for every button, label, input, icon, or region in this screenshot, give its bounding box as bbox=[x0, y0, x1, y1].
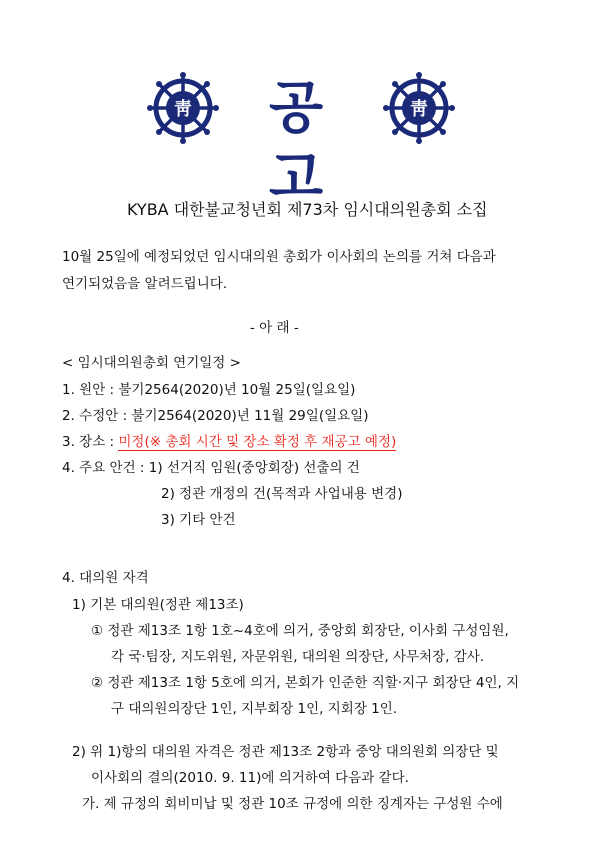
venue-notice-highlight: 미정(※ 총회 시간 및 장소 확정 후 재공고 예정) bbox=[118, 434, 397, 450]
emblem-character: 靑 bbox=[174, 99, 192, 120]
agenda-item: 2) 정관 개정의 건(목적과 사업내용 변경) bbox=[161, 486, 403, 502]
schedule-item-revised: 2. 수정안 : 불기2564(2020)년 11월 29일(일요일) bbox=[62, 408, 369, 424]
clause-2-line-2: 구 대의원의장단 1인, 지부회장 1인, 지회장 1인. bbox=[111, 701, 398, 717]
dharma-wheel-emblem-left bbox=[147, 72, 219, 144]
qualification-heading: 4. 대의원 자격 bbox=[62, 570, 149, 586]
qualification-rule-line-1: 2) 위 1)항의 대의원 자격은 정관 제13조 2항과 중앙 대의원회 의장단 및 bbox=[72, 744, 499, 760]
schedule-item-original: 1. 원안 : 불기2564(2020)년 10월 25일(일요일) bbox=[62, 382, 356, 398]
clause-2-line-1: ② 정관 제13조 1항 5호에 의거, 본회가 인준한 직할·지구 회장단 4인, 지 bbox=[91, 675, 520, 691]
clause-1-line-2: 각 국·팀장, 지도위원, 자문위원, 대의원 의장단, 사무처장, 감사. bbox=[111, 649, 485, 665]
schedule-item-venue bbox=[62, 430, 396, 450]
schedule-item-agenda bbox=[62, 456, 360, 476]
intro-line-1: 10월 25일에 예정되었던 임시대의원 총회가 이사회의 논의를 거쳐 다음과 bbox=[62, 249, 496, 265]
notice-headline: 공 고 bbox=[268, 76, 338, 211]
document-title: KYBA 대한불교청년회 제73차 임시대의원총회 소집 bbox=[127, 200, 488, 219]
schedule-heading: < 임시대의원총회 연기일정 > bbox=[62, 355, 241, 371]
emblem-character: 靑 bbox=[410, 99, 428, 120]
clause-1-line-1: ① 정관 제13조 1항 1호~4호에 의거, 중앙회 회장단, 이사회 구성임원, bbox=[91, 623, 509, 639]
agenda-item: 3) 기타 안건 bbox=[161, 512, 236, 528]
basic-delegate-heading: 1) 기본 대의원(정관 제13조) bbox=[72, 597, 244, 613]
section-divider: - 아 래 - bbox=[250, 320, 299, 336]
qualification-rule-line-2: 이사회의 결의(2010. 9. 11)에 의거하여 다음과 같다. bbox=[91, 770, 409, 786]
intro-line-2: 연기되었음을 알려드립니다. bbox=[62, 276, 228, 292]
qualification-subclause-ga: 가. 제 규정의 회비미납 및 정관 10조 규정에 의한 징계자는 구성원 수에 bbox=[82, 796, 503, 812]
dharma-wheel-emblem-right bbox=[383, 72, 455, 144]
venue-label: 3. 장소 : bbox=[62, 434, 119, 450]
agenda-label: 4. 주요 안건 : bbox=[62, 460, 149, 476]
agenda-item: 1) 선거직 임원(중앙회장) 선출의 건 bbox=[148, 460, 360, 476]
